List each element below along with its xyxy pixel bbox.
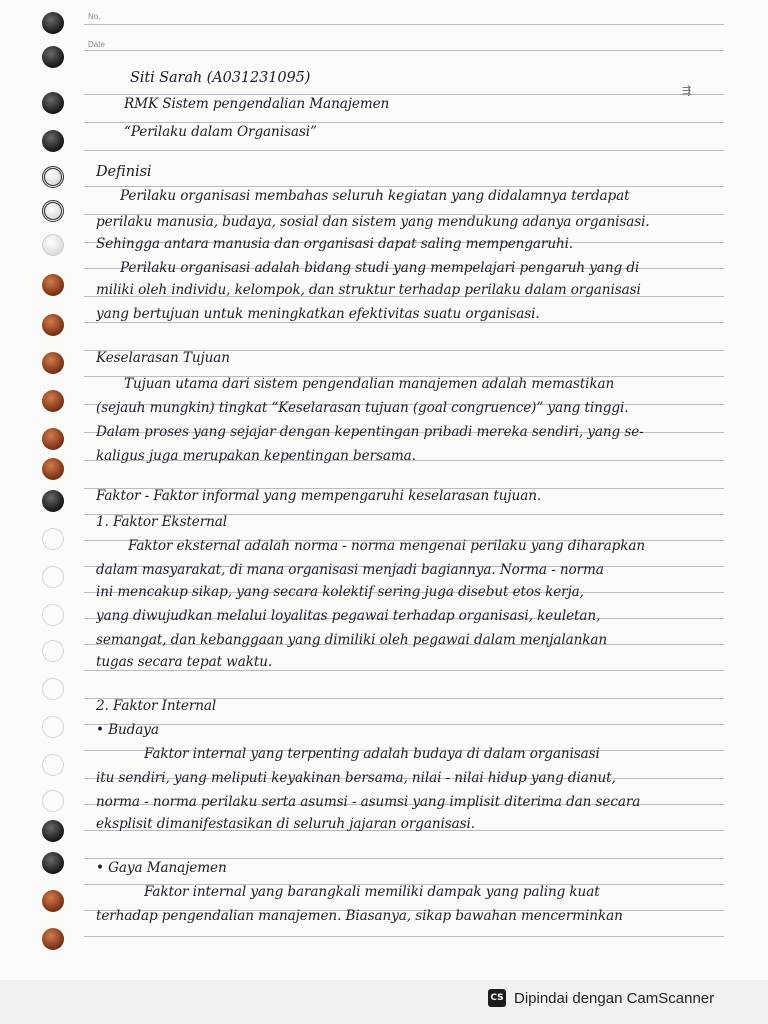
camscanner-watermark [476, 982, 752, 1014]
binder-hole-icon [42, 528, 64, 550]
binder-hole-icon [42, 428, 64, 450]
binder-hole-icon [42, 390, 64, 412]
binder-hole-icon [42, 890, 64, 912]
text-line: Faktor eksternal adalah norma - norma mengenai perilaku yang diharapkan [128, 538, 646, 554]
binder-hole-icon [42, 314, 64, 336]
binder-hole-icon [42, 790, 64, 812]
author-line: Siti Sarah (A031231095) [130, 70, 311, 86]
binder-hole-icon [42, 852, 64, 874]
heading-faktor-informal: Faktor - Faktor informal yang mempengaruhi keselarasan tujuan. [96, 488, 542, 504]
binder-hole-icon [42, 12, 64, 34]
binder-hole-icon [42, 604, 64, 626]
text-line: dalam masyarakat, di mana organisasi menjadi bagiannya. Norma - norma [96, 562, 604, 578]
text-line: ini mencakup sikap, yang secara kolektif sering juga disebut etos kerja, [96, 584, 584, 600]
binder-hole-icon [42, 352, 64, 374]
camscanner-logo-icon: CS [488, 989, 506, 1007]
text-line: Perilaku organisasi membahas seluruh kegiatan yang didalamnya terdapat [120, 188, 630, 204]
bookmark-arrow-icon: ⇶ [682, 84, 692, 97]
heading-gaya-manajemen: • Gaya Manajemen [96, 860, 227, 876]
date-label: Date [88, 40, 105, 49]
binder-hole-icon [42, 166, 64, 188]
binder-hole-icon [42, 92, 64, 114]
binder-hole-icon [42, 200, 64, 222]
text-line: terhadap pengendalian manajemen. Biasanya, sikap bawahan mencerminkan [96, 908, 623, 924]
text-line: eksplisit dimanifestasikan di seluruh jajaran organisasi. [96, 816, 476, 832]
text-line: Perilaku organisasi adalah bidang studi yang mempelajari pengaruh yang di [120, 260, 640, 276]
text-line: tugas secara tepat waktu. [96, 654, 273, 670]
binder-hole-icon [42, 678, 64, 700]
text-line: norma - norma perilaku serta asumsi - asumsi yang implisit diterima dan secara [96, 794, 641, 810]
binder-hole-icon [42, 490, 64, 512]
binder-holes [42, 0, 66, 980]
binder-hole-icon [42, 234, 64, 256]
binder-hole-icon [42, 130, 64, 152]
heading-definisi: Definisi [96, 164, 152, 180]
course-line: RMK Sistem pengendalian Manajemen [124, 96, 390, 112]
text-line: miliki oleh individu, kelompok, dan struktur terhadap perilaku dalam organisasi [96, 282, 641, 298]
topic-line: “Perilaku dalam Organisasi” [124, 124, 317, 140]
binder-hole-icon [42, 46, 64, 68]
binder-hole-icon [42, 754, 64, 776]
binder-hole-icon [42, 820, 64, 842]
heading-faktor-eksternal: 1. Faktor Eksternal [96, 514, 228, 530]
text-line: yang diwujudkan melalui loyalitas pegawai terhadap organisasi, keuletan, [96, 608, 601, 624]
text-line: semangat, dan kebanggaan yang dimiliki oleh pegawai dalam menjalankan [96, 632, 608, 648]
binder-hole-icon [42, 716, 64, 738]
text-line: Tujuan utama dari sistem pengendalian manajemen adalah memastikan [124, 376, 615, 392]
heading-faktor-internal: 2. Faktor Internal [96, 698, 217, 714]
binder-hole-icon [42, 566, 64, 588]
heading-keselarasan: Keselarasan Tujuan [96, 350, 230, 366]
text-line: Sehingga antara manusia dan organisasi dapat saling mempengaruhi. [96, 236, 574, 252]
camscanner-text: Dipindai dengan CamScanner [514, 989, 715, 1007]
binder-hole-icon [42, 274, 64, 296]
no-label: No. [88, 12, 101, 21]
binder-hole-icon [42, 458, 64, 480]
binder-hole-icon [42, 640, 64, 662]
text-line: itu sendiri, yang meliputi keyakinan bersama, nilai - nilai hidup yang dianut, [96, 770, 616, 786]
binder-hole-icon [42, 928, 64, 950]
text-line: Dalam proses yang sejajar dengan kepentingan pribadi mereka sendiri, yang se- [96, 424, 644, 440]
text-line: Faktor internal yang barangkali memiliki dampak yang paling kuat [144, 884, 600, 900]
text-line: kaligus juga merupakan kepentingan bersama. [96, 448, 416, 464]
text-line: perilaku manusia, budaya, sosial dan sistem yang mendukung adanya organisasi. [96, 214, 650, 230]
text-line: (sejauh mungkin) tingkat “Keselarasan tujuan (goal congruence)” yang tinggi. [96, 400, 629, 416]
text-line: Faktor internal yang terpenting adalah budaya di dalam organisasi [144, 746, 600, 762]
text-line: yang bertujuan untuk meningkatkan efektivitas suatu organisasi. [96, 306, 540, 322]
heading-budaya: • Budaya [96, 722, 159, 738]
